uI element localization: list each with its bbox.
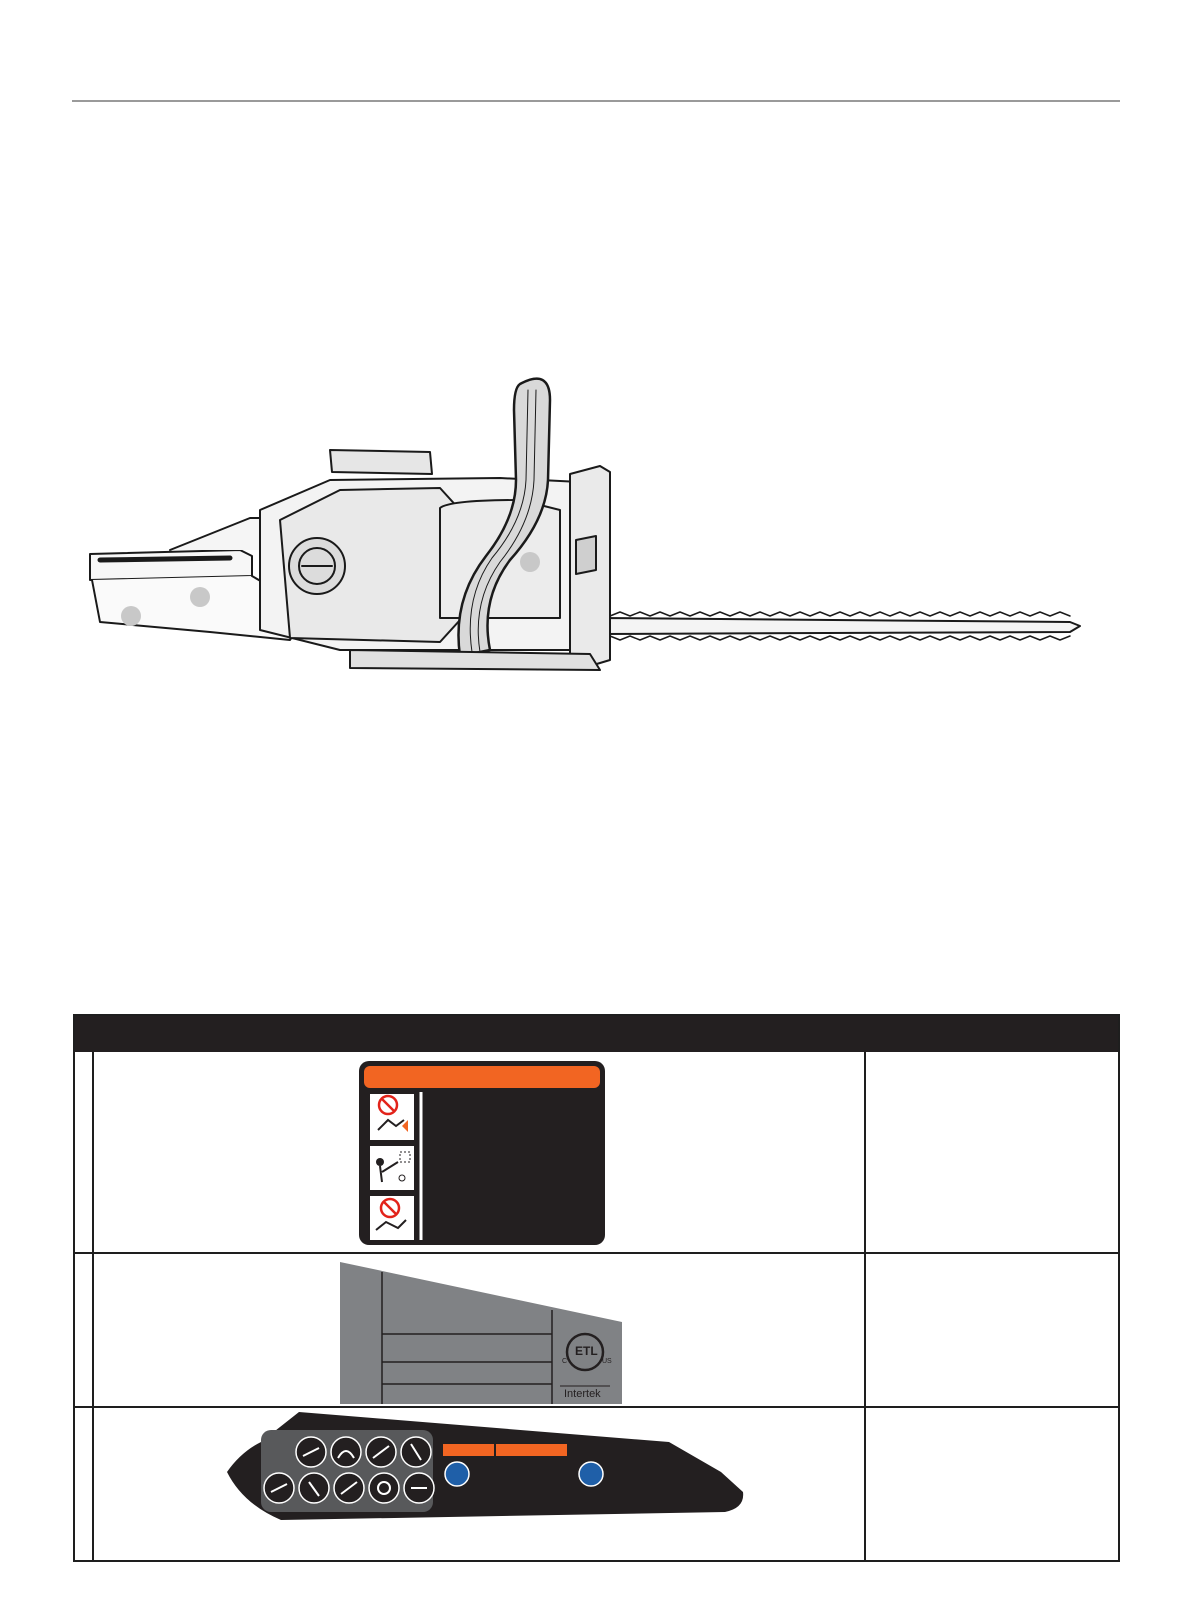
warning-pictogram-2 (370, 1146, 414, 1190)
intertek-logo-text: Intertek (564, 1388, 601, 1400)
chainsaw-illustration (80, 370, 1120, 710)
etl-mark-right: US (602, 1358, 612, 1365)
callout-marker (190, 587, 210, 607)
column-divider (864, 1052, 866, 1560)
labels-table (73, 1014, 1120, 1562)
callout-marker (520, 552, 540, 572)
guide-bar (600, 612, 1080, 640)
etl-mark: ETL (575, 1344, 598, 1358)
table-header (75, 1016, 1118, 1052)
warning-pictogram-3 (370, 1196, 414, 1240)
handle-symbol-label (221, 1412, 745, 1546)
top-rule (72, 100, 1120, 102)
etl-mark-left: C (562, 1358, 568, 1365)
rating-label (340, 1262, 622, 1404)
callout-marker (121, 606, 141, 626)
warning-pictogram-1 (370, 1094, 414, 1140)
warning-label (358, 1060, 606, 1246)
row-divider (75, 1406, 1118, 1408)
row-divider (75, 1252, 1118, 1254)
column-divider (92, 1052, 94, 1560)
